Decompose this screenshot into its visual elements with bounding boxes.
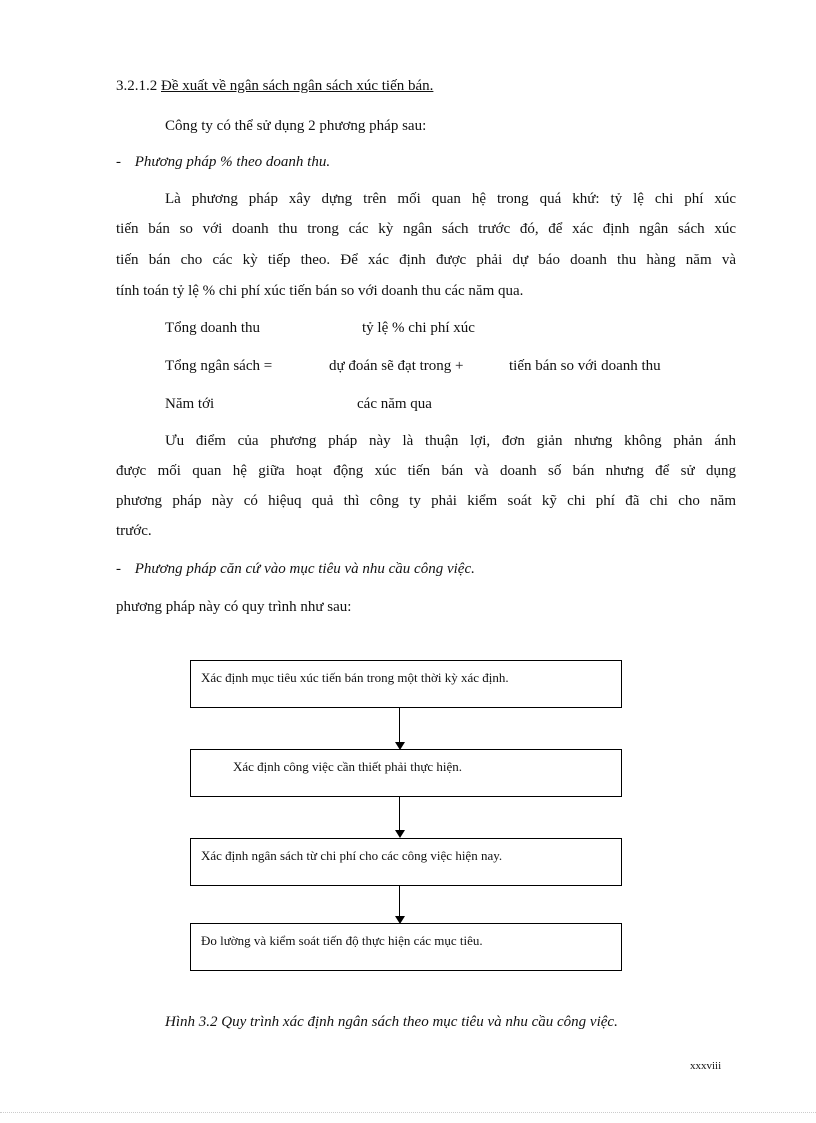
formula-cell: Tổng doanh thu xyxy=(165,320,260,336)
flow-connector xyxy=(399,886,400,916)
flow-step-text: Xác định công việc cần thiết phải thực hiện. xyxy=(233,759,463,774)
method1-title: Phương pháp % theo doanh thu. xyxy=(134,154,331,170)
figure-caption: Hình 3.2 Quy trình xác định ngân sách theo mục tiêu và nhu cầu công việc. xyxy=(165,1014,618,1030)
flow-step-text: Xác định mục tiêu xúc tiến bán trong một thời kỳ xác định. xyxy=(201,670,509,685)
footer-divider xyxy=(0,1112,816,1113)
flow-connector xyxy=(399,708,400,742)
method1-para-line: tính toán tỷ lệ % chi phí xúc tiến bán so với doanh thu các năm qua. xyxy=(116,283,524,299)
flow-step-box xyxy=(190,660,622,708)
method1-para-line: tiến bán cho các kỳ tiếp theo. Để xác định được phải dự báo doanh thu hàng năm và xyxy=(116,252,736,268)
flow-connector xyxy=(399,797,400,830)
method1-heading xyxy=(116,152,330,172)
method2-dash: - xyxy=(116,561,121,577)
section-title: Đề xuất về ngân sách ngân sách xúc tiến bán. xyxy=(161,78,434,94)
section-heading xyxy=(116,76,433,96)
formula-cell: Tổng ngân sách = xyxy=(165,358,273,374)
flow-step-text: Xác định ngân sách từ chi phí cho các công việc hiện nay. xyxy=(201,848,503,863)
flow-step-box xyxy=(190,838,622,886)
formula-cell: tiến bán so với doanh thu xyxy=(509,358,661,374)
section-number: 3.2.1.2 xyxy=(116,78,158,94)
page-number: xxxviii xyxy=(690,1060,722,1072)
flow-step-box xyxy=(190,923,622,971)
method2-heading xyxy=(116,559,475,579)
method1-dash: - xyxy=(116,154,121,170)
advantages-line: được mối quan hệ giữa hoạt động xúc tiến bán và doanh số bán nhưng để sử dụng xyxy=(116,463,736,479)
intro-text: Công ty có thể sử dụng 2 phương pháp sau: xyxy=(165,118,427,134)
advantages-line: trước. xyxy=(116,523,152,539)
process-intro: phương pháp này có quy trình như sau: xyxy=(116,599,352,615)
formula-cell: tỷ lệ % chi phí xúc xyxy=(362,320,475,336)
formula-cell: Năm tới xyxy=(165,396,215,412)
advantages-line: Ưu điểm của phương pháp này là thuận lợi, đơn giản nhưng không phản ánh xyxy=(165,433,736,449)
flow-step-text: Đo lường và kiểm soát tiến độ thực hiện các mục tiêu. xyxy=(201,933,483,948)
formula-cell: các năm qua xyxy=(357,396,432,412)
formula-cell: dự đoán sẽ đạt trong + xyxy=(329,358,464,374)
method1-para-line: Là phương pháp xây dựng trên mối quan hệ trong quá khứ: tỷ lệ chi phí xúc xyxy=(165,191,736,207)
flow-step-box xyxy=(190,749,622,797)
method2-title: Phương pháp căn cứ vào mục tiêu và nhu cầu công việc. xyxy=(134,561,475,577)
method1-para-line: tiến bán so với doanh thu trong các kỳ ngân sách trước đó, để xác định ngân sách xúc xyxy=(116,221,736,237)
arrow-down-icon xyxy=(395,830,405,838)
advantages-line: phương pháp này có hiệuq quả thì công ty phải kiểm soát kỹ chi phí đã chi cho năm xyxy=(116,493,736,509)
